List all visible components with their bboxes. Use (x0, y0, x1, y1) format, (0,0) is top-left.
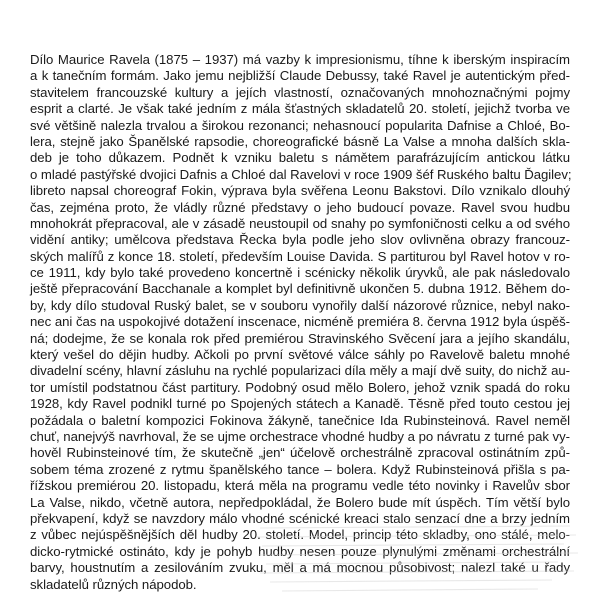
text-line: vidění antiky; umělcova představa Řecka byla podle jeho slov ovlivněna obrazy francouz- (30, 232, 570, 248)
text-line: tor umístil podstatnou část partitury. Podobný osud mělo Bolero, jehož vznik spadá do roku (30, 379, 570, 395)
text-line: libreto napsal choreograf Fokin, výprava byla svěřena Leonu Bakstovi. Dílo vznikalo dlouhý (30, 183, 570, 199)
text-line: překvapení, když se navzdory málo vhodné scénické kreaci stalo senzací dne a brzy jedním (30, 510, 570, 526)
text-line: ských malířů z konce 18. století, především Louise Davida. S partiturou byl Ravel hotov v ro- (30, 248, 570, 264)
text-line: ce 1911, kdy bylo také provedeno koncertně i scénicky několik úryvků, ale pak následovalo (30, 265, 570, 281)
text-line: který vešel do dějin hudby. Ačkoli po první světové válce sáhly po Ravelově baletu mnohé (30, 347, 570, 363)
text-line: lera, stejně jako Španělské rapsodie, choreografické básně La Valse a mnoha dalších skla- (30, 133, 570, 149)
text-line: 1928, kdy Ravel podnikl turné po Spojených státech a Kanadě. Těsně před touto cestou jej (30, 396, 570, 412)
text-line: ještě přepracování Bacchanale a komplet byl definitivně ukončen 5. dubna 1912. Během do- (30, 281, 570, 297)
text-line: čas, zejména proto, že vládly různé představy o jeho budoucí povaze. Ravel svou hudbu (30, 199, 570, 215)
text-line: z vůbec nejúspěšnějších děl hudby 20. století. Model, princip této skladby, ono stálé, melo- (30, 527, 570, 543)
text-line: deb je toho důkazem. Podnět k vzniku baletu s námětem parafrázujícím antickou látku (30, 150, 570, 166)
article-text (30, 52, 570, 593)
text-line: skladatelů různých nápodob. (30, 576, 197, 592)
text-line: La Valse, nikdo, včetně autora, nepředpokládal, že Bolero bude mít úspěch. Tím větší bylo (30, 494, 570, 510)
text-line: Dílo Maurice Ravela (1875 – 1937) má vazby k impresionismu, tíhne k iberským inspiracím (30, 52, 570, 67)
text-line: a k tanečním formám. Jako jemu nejbližší Claude Debussy, také Ravel je autentickým před- (30, 68, 570, 84)
text-line: sobem téma zrozené z rytmu španělského tance – bolera. Když Rubinsteinová přišla s pa- (30, 461, 570, 477)
text-line: hověl Rubinsteinové tím, že skutečně „jen“ účelově orchestrálně zpracoval ostinátním způ- (30, 445, 570, 461)
text-line: barvy, houstnutím a zesilováním zvuku, měl a má mocnou působivost; nalezl také u řady (30, 560, 570, 576)
text-line: dicko-rytmické ostináto, kdy je pohyb hudby nesen pouze plynulými změnami orchestrální (30, 543, 570, 559)
text-line: nec ani čas na uspokojivé dotažení inscenace, nicméně premiéra 8. června 1912 byla úspěš- (30, 314, 570, 330)
text-line: chuť, nanejvýš navrhoval, že se ujme orchestrace vhodné hudby a po návratu z turné pak vy- (30, 428, 570, 444)
text-line: řížskou premiérou 20. listopadu, která měla na programu vedle této novinky i Ravelův sbor (30, 478, 570, 494)
text-line: stavitelem francouzské kultury a jejích vlastností, označovaných mnohoznačnými pojmy (30, 84, 570, 100)
text-line: ná; dodejme, že se konala rok před premiérou Stravinského Svěcení jara a jejího skandálu, (30, 330, 570, 346)
text-line: požádala o baletní kompozici Fokinova žákyně, tanečnice Ida Rubinsteinová. Ravel neměl (30, 412, 570, 428)
text-line: divadelní scény, hlavní zásluhu na rychlé popularizaci díla měly a mají dvě suity, do nichž au- (30, 363, 570, 379)
text-line: esprit a clarté. Je však také jedním z mála šťastných skladatelů 20. století, jejichž tvorba ve (30, 101, 570, 117)
text-line: své většině nalezla trvalou a širokou rezonanci; nehasnoucí popularita Dafnise a Chloé, Bo- (30, 117, 570, 133)
text-line: by, kdy dílo studoval Ruský balet, se v souboru vynořily další názorové různice, nebyl nako- (30, 297, 570, 313)
text-line: o mladé pastýřské dvojici Dafnis a Chloé dal Ravelovi v roce 1909 šéf Ruského baltu Ďagilev; (30, 166, 572, 182)
text-line: mnohokrát přepracoval, ale v zásadě neustoupil od snahy po symfoničnosti celku a od svého (30, 215, 570, 231)
